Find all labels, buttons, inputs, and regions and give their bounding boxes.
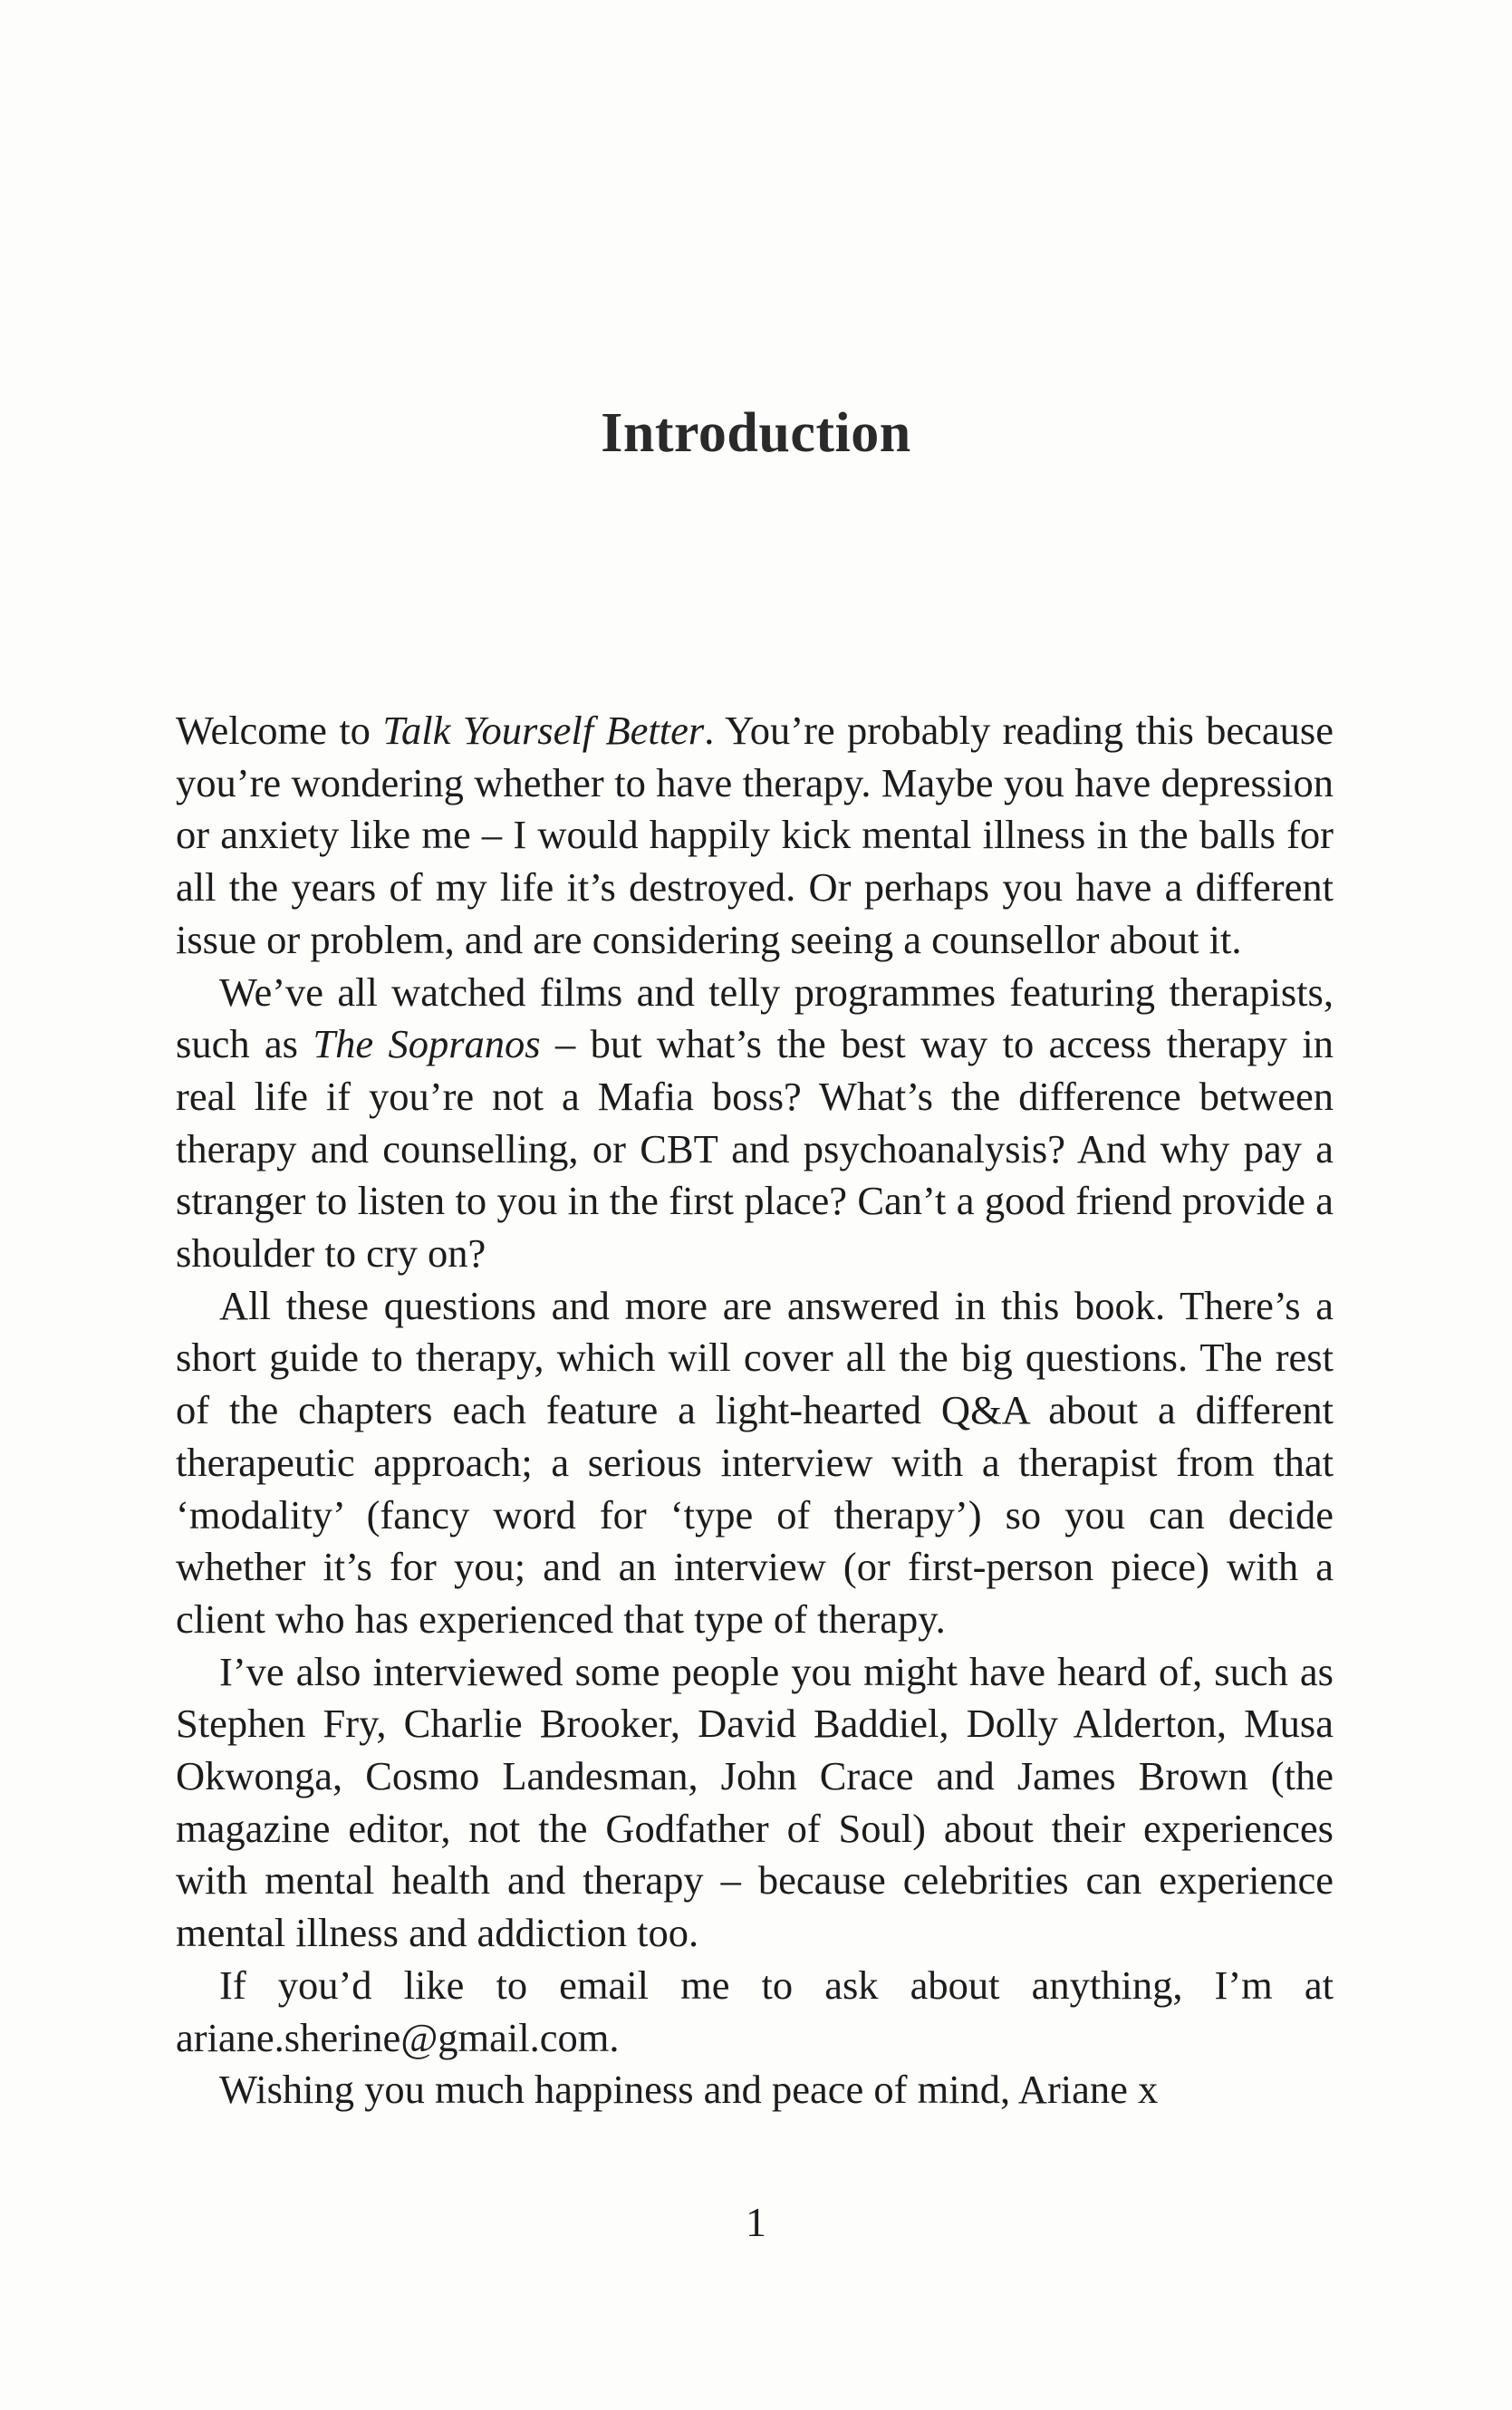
- show-title-italic: The Sopranos: [313, 1021, 541, 1067]
- paragraph-welcome-lead: Welcome to: [176, 708, 383, 753]
- book-title-italic: Talk Yourself Better: [382, 708, 705, 753]
- paragraph-films: [176, 967, 1334, 1280]
- paragraph-interviews: I’ve also interviewed some people you might have heard of, such as Stephen Fry, Charlie Brooker, David Baddiel, Dolly Alderton, Musa Okwonga, Cosmo Landesman, John Crace and James Brown (the magazine editor, not the Godfather of Soul) about their experiences with mental health and therapy – because celebrities can experience mental illness and addiction too.: [176, 1648, 1334, 1956]
- paragraph-welcome: [176, 705, 1334, 967]
- paragraph-welcome-rest: . You’re probably reading this because you’re wondering whether to have therapy. Maybe you have depression or anxiety like me – I would happily kick mental illness in the balls for all the years of my life it’s destroyed. Or perhaps you have a different issue or problem, and are considering seeing a counsellor about it.: [176, 708, 1334, 962]
- paragraph-films-rest: – but what’s the best way to access therapy in real life if you’re not a Mafia boss? What’s the difference between therapy and counselling, or CBT and psychoanalysis? And why pay a stranger to listen to you in the first place? Can’t a good friend provide a shoulder to cry on?: [176, 1021, 1334, 1277]
- paragraph-email: If you’d like to email me to ask about anything, I’m at ariane.sherine@gmail.com.: [176, 1962, 1334, 2060]
- paragraph-films-lead: We’ve all watched films and telly programmes featuring therapists, such as: [176, 969, 1334, 1067]
- chapter-body: [176, 705, 1334, 2116]
- paragraph-questions: All these questions and more are answered in this book. There’s a short guide to therapy, which will cover all the big questions. The rest of the chapters each feature a light-hearted Q&A about a different therapeutic approach; a serious interview with a therapist from that ‘modality’ (fancy word for ‘type of therapy’) so you can decide whether it’s for you; and an interview (or first-person piece) with a client who has experienced that type of therapy.: [176, 1282, 1334, 1642]
- chapter-title: Introduction: [601, 401, 911, 464]
- page-number: 1: [746, 2199, 766, 2245]
- paragraph-signoff: Wishing you much happiness and peace of mind, Ariane x: [219, 2067, 1159, 2113]
